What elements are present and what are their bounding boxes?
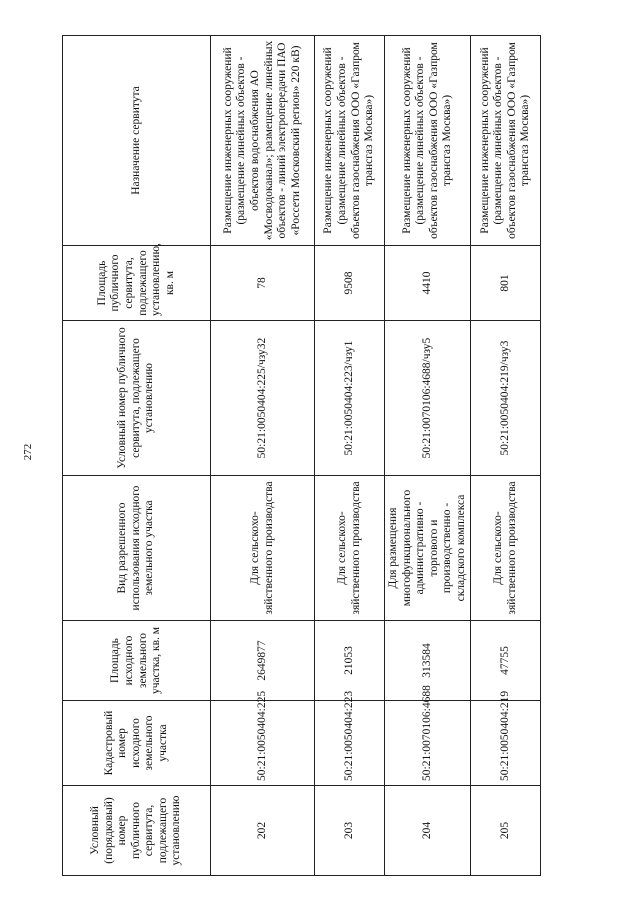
row-servitude-id: 50:21:0050404:223/чзу1: [315, 321, 385, 476]
table-row: [471, 36, 541, 876]
header-servitude-area: Площадь публичного сервитута, подлежащего установлению, кв. м: [63, 246, 211, 321]
row-cadastral: 50:21:0050404:219: [471, 701, 541, 786]
page-number: 272: [22, 443, 34, 461]
table-row: [315, 36, 385, 876]
row-servitude-area: 9508: [315, 246, 385, 321]
row-servitude-id: 50:21:0050404:219/чзу3: [471, 321, 541, 476]
row-area: 313584: [385, 621, 471, 701]
row-use: Для сельскохо-зяйственного производства: [471, 476, 541, 621]
table-row: [211, 36, 315, 876]
row-purpose: Размещение инженерных сооружений (размещение линейных объектов - объектов газоснабжения ООО «Газпром трансгаз Москва»): [471, 36, 541, 246]
row-area: 47755: [471, 621, 541, 701]
table-row: [385, 36, 471, 876]
row-servitude-id: 50:21:0050404:225/чзу32: [211, 321, 315, 476]
servitude-table: [62, 35, 541, 876]
row-use: Для сельскохо-зяйственного производства: [211, 476, 315, 621]
row-servitude-area: 78: [211, 246, 315, 321]
row-servitude-area: 801: [471, 246, 541, 321]
row-purpose: Размещение инженерных сооружений (размещение линейных объектов - объектов газоснабжения ООО «Газпром трансгаз Москва»): [385, 36, 471, 246]
rotated-table-wrapper: [62, 36, 530, 876]
row-number: 205: [471, 786, 541, 876]
row-servitude-area: 4410: [385, 246, 471, 321]
header-use: Вид разрешенного использования исходного земельного участка: [63, 476, 211, 621]
header-area: Площадь исходного земельного участка, кв. м: [63, 621, 211, 701]
row-number: 204: [385, 786, 471, 876]
row-servitude-id: 50:21:0070106:4688/чзу5: [385, 321, 471, 476]
row-cadastral: 50:21:0050404:225: [211, 701, 315, 786]
header-servitude-id: Условный номер публичного сервитута, подлежащего установлению: [63, 321, 211, 476]
row-use: Для сельскохо-зяйственного производства: [315, 476, 385, 621]
table-header-row: [63, 36, 211, 876]
row-area: 2649877: [211, 621, 315, 701]
row-purpose: Размещение инженерных сооружений (размещение линейных объектов - объектов газоснабжения ООО «Газпром трансгаз Москва»): [315, 36, 385, 246]
row-number: 203: [315, 786, 385, 876]
row-area: 21053: [315, 621, 385, 701]
row-use: Для размещения многофункционального административно - торгового и производственно - складского комплекса: [385, 476, 471, 621]
header-purpose: Назначение сервитута: [63, 36, 211, 246]
row-purpose: Размещение инженерных сооружений (размещение линейных объектов - объектов водоснабжения АО «Мосводоканал»; размещение линейных объектов - линий электропередачи ПАО «Россети Московский регион» 220 кВ): [211, 36, 315, 246]
row-cadastral: 50:21:0050404:223: [315, 701, 385, 786]
header-number: Условный (порядковый) номер публичного сервитута, подлежащего установлению: [63, 786, 211, 876]
row-number: 202: [211, 786, 315, 876]
header-cadastral: Кадастровый номер исходного земельного участка: [63, 701, 211, 786]
row-cadastral: 50:21:0070106:4688: [385, 701, 471, 786]
